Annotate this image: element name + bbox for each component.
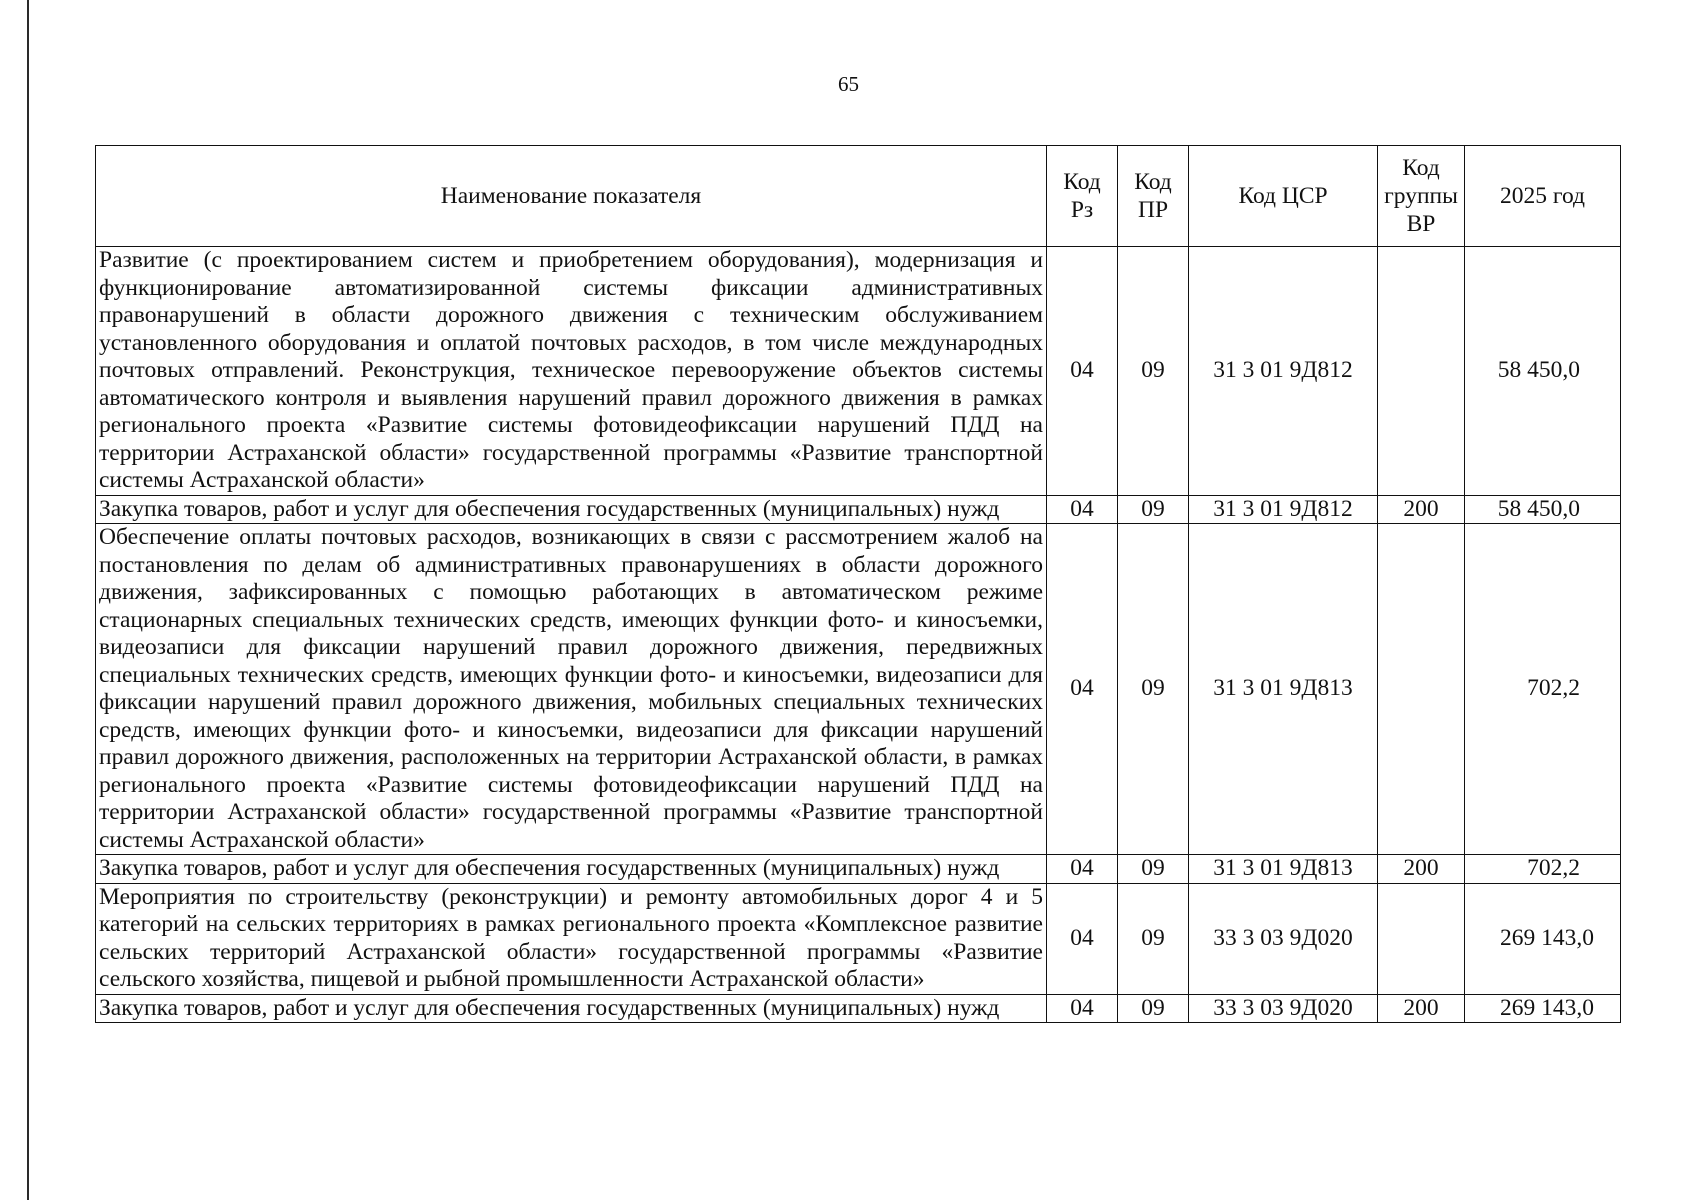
row-name: Мероприятия по строительству (реконструкции) и ремонту автомобильных дорог 4 и 5 категорий на сельских территориях в рамках регионального проекта «Комплексное развитие сельских территорий Астраханской области» государственной программы «Развитие сельского хозяйства, пищевой и рыбной промышленности Астраханской области»	[96, 883, 1047, 994]
header-rz: Код Рз	[1047, 146, 1118, 247]
row-amount: 702,2	[1465, 524, 1621, 855]
row-vr	[1378, 524, 1465, 855]
binding-margin-line	[27, 0, 29, 1200]
header-vr: Код группы ВР	[1378, 146, 1465, 247]
row-vr	[1378, 883, 1465, 994]
table-row	[96, 495, 1621, 524]
row-rz: 04	[1047, 247, 1118, 496]
table-row	[96, 524, 1621, 855]
row-amount: 58 450,0	[1465, 495, 1621, 524]
table-row	[96, 883, 1621, 994]
row-rz: 04	[1047, 883, 1118, 994]
row-amount: 269 143,0	[1465, 883, 1621, 994]
row-vr: 200	[1378, 994, 1465, 1023]
row-csr: 31 3 01 9Д812	[1189, 247, 1378, 496]
row-pr: 09	[1118, 524, 1189, 855]
row-pr: 09	[1118, 495, 1189, 524]
row-rz: 04	[1047, 855, 1118, 884]
row-rz: 04	[1047, 524, 1118, 855]
row-amount: 58 450,0	[1465, 247, 1621, 496]
row-amount: 269 143,0	[1465, 994, 1621, 1023]
budget-table	[95, 145, 1621, 1023]
row-rz: 04	[1047, 994, 1118, 1023]
header-name: Наименование показателя	[96, 146, 1047, 247]
row-csr: 31 3 01 9Д813	[1189, 855, 1378, 884]
page-number: 65	[838, 72, 859, 96]
row-rz: 04	[1047, 495, 1118, 524]
table-row	[96, 994, 1621, 1023]
row-pr: 09	[1118, 994, 1189, 1023]
row-vr	[1378, 247, 1465, 496]
table-row	[96, 855, 1621, 884]
header-pr: Код ПР	[1118, 146, 1189, 247]
header-year: 2025 год	[1465, 146, 1621, 247]
row-name: Закупка товаров, работ и услуг для обеспечения государственных (муниципальных) нужд	[96, 855, 1047, 884]
row-pr: 09	[1118, 247, 1189, 496]
row-vr: 200	[1378, 495, 1465, 524]
row-csr: 33 3 03 9Д020	[1189, 994, 1378, 1023]
row-pr: 09	[1118, 855, 1189, 884]
table-row	[96, 247, 1621, 496]
row-name: Обеспечение оплаты почтовых расходов, возникающих в связи с рассмотрением жалоб на постановления по делам об административных правонарушениях в области дорожного движения, зафиксированных с помощью работающих в автоматическом режиме стационарных специальных технических средств, имеющих функции фото- и киносъемки, видеозаписи для фиксации нарушений правил дорожного движения, передвижных специальных технических средств, имеющих функции фото- и киносъемки, видеозаписи для фиксации нарушений правил дорожного движения, мобильных специальных технических средств, имеющих функции фото- и киносъемки, видеозаписи для фиксации нарушений правил дорожного движения, расположенных на территории Астраханской области, в рамках регионального проекта «Развитие системы фотовидеофиксации нарушений ПДД на территории Астраханской области» государственной программы «Развитие транспортной системы Астраханской области»	[96, 524, 1047, 855]
row-csr: 31 3 01 9Д813	[1189, 524, 1378, 855]
table-header-row	[96, 146, 1621, 247]
header-csr: Код ЦСР	[1189, 146, 1378, 247]
row-csr: 31 3 01 9Д812	[1189, 495, 1378, 524]
row-pr: 09	[1118, 883, 1189, 994]
row-name: Закупка товаров, работ и услуг для обеспечения государственных (муниципальных) нужд	[96, 495, 1047, 524]
row-name: Закупка товаров, работ и услуг для обеспечения государственных (муниципальных) нужд	[96, 994, 1047, 1023]
row-amount: 702,2	[1465, 855, 1621, 884]
row-name: Развитие (с проектированием систем и приобретением оборудования), модернизация и функционирование автоматизированной системы фиксации административных правонарушений в области дорожного движения с техническим обслуживанием установленного оборудования и оплатой почтовых расходов, в том числе международных почтовых отправлений. Реконструкция, техническое перевооружение объектов системы автоматического контроля и выявления нарушений правил дорожного движения в рамках регионального проекта «Развитие системы фотовидеофиксации нарушений ПДД на территории Астраханской области» государственной программы «Развитие транспортной системы Астраханской области»	[96, 247, 1047, 496]
row-csr: 33 3 03 9Д020	[1189, 883, 1378, 994]
row-vr: 200	[1378, 855, 1465, 884]
